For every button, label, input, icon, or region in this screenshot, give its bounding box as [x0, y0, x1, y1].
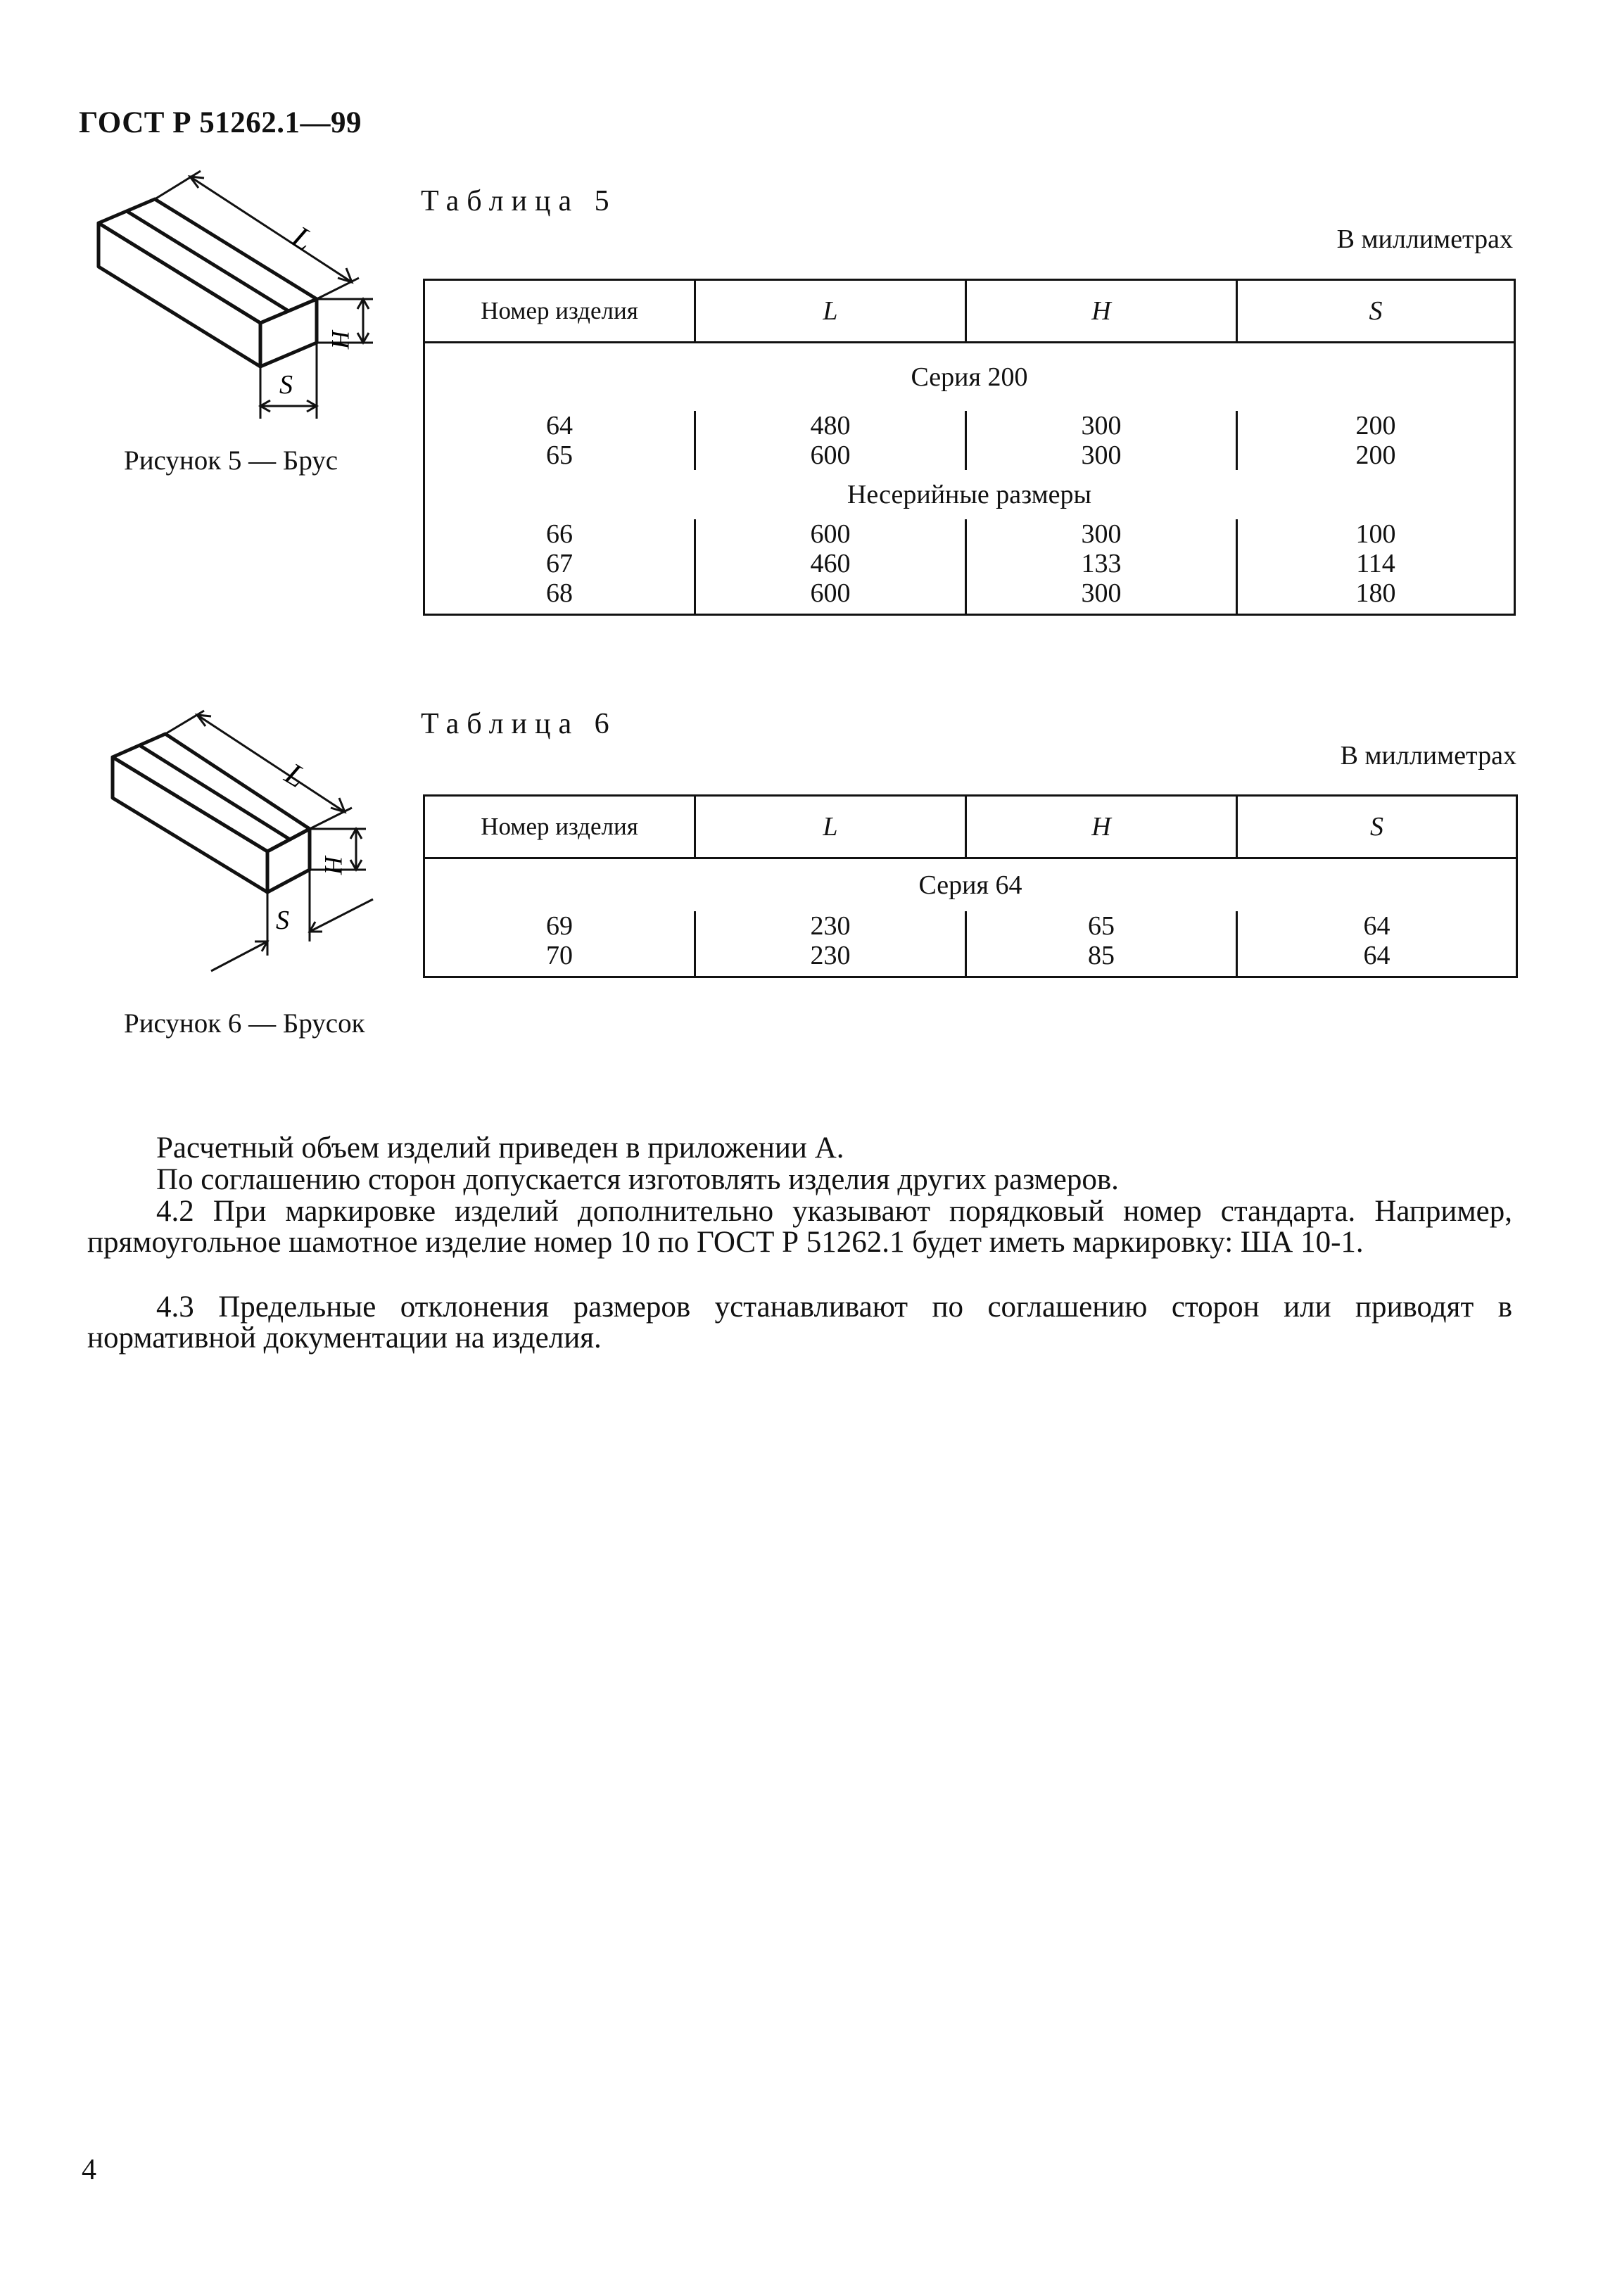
figure-6-label-l: L — [279, 756, 312, 795]
figure-5-caption: Рисунок 5 — Брус — [124, 445, 338, 476]
table-5-header-row — [424, 280, 1515, 343]
table-6-cell-h: 65 85 — [966, 911, 1237, 977]
figure-6-label-s: S — [276, 906, 289, 935]
figure-6-caption: Рисунок 6 — Брусок — [124, 1008, 365, 1039]
figure-5-label-l: L — [286, 219, 319, 258]
paragraph-agreement: По соглашению сторон допускается изготовлять изделия других размеров. — [156, 1163, 1119, 1196]
paragraph-volume: Расчетный объем изделий приведен в приложении А. — [156, 1131, 844, 1165]
table-5-cell-s: 200 200 — [1237, 411, 1515, 470]
table-5-units: В миллиметрах — [1336, 224, 1513, 254]
table-5-cell-number: 66 67 68 — [546, 519, 573, 608]
paragraph-4-2: 4.2 При маркировке изделий дополнительно указывают порядковый номер стандарта. Например, прямоугольное шамотное изделие номер 10 по ГОСТ Р 51262.1 будет иметь маркировку: ША 10-1. — [87, 1195, 1512, 1259]
table-5-cell-s: 100 114 180 — [1237, 519, 1515, 615]
table-6-cell-s: 64 64 — [1237, 911, 1517, 977]
figure-6-drawing — [99, 702, 394, 984]
table-5-row-group — [424, 411, 1515, 470]
table-6-row-group — [424, 911, 1517, 977]
table-6-series-64: Серия 64 — [918, 870, 1022, 900]
paragraph-4-3: 4.3 Предельные отклонения размеров устанавливают по соглашению сторон или приводят в нормативной документации на изделия. — [87, 1290, 1512, 1355]
table-5 — [423, 279, 1516, 616]
table-6-col-l: L — [695, 796, 966, 858]
table-6-col-number: Номер изделия — [424, 796, 695, 858]
figure-6-label-h: H — [319, 856, 348, 874]
table-6-col-h: H — [966, 796, 1237, 858]
table-6-header-row — [424, 796, 1517, 858]
table-6-title: Таблица 6 — [421, 708, 617, 740]
table-5-col-l: L — [695, 280, 966, 343]
table-6-units: В миллиметрах — [1340, 741, 1516, 770]
table-6 — [423, 794, 1518, 978]
table-5-col-number: Номер изделия — [424, 280, 695, 343]
figure-5-label-h: H — [327, 330, 355, 348]
table-6-cell-number: 69 70 — [546, 911, 573, 970]
table-5-series-200: Серия 200 — [911, 362, 1028, 392]
table-5-cell-l: 600 460 600 — [695, 519, 966, 615]
table-5-col-s: S — [1237, 280, 1515, 343]
table-5-cell-l: 480 600 — [695, 411, 966, 470]
table-5-cell-number: 64 65 — [546, 411, 573, 470]
table-6-col-s: S — [1237, 796, 1517, 858]
table-5-cell-h: 300 133 300 — [966, 519, 1237, 615]
table-6-cell-l: 230 230 — [695, 911, 966, 977]
table-5-title: Таблица 5 — [421, 185, 617, 217]
table-5-series-nonserial: Несерийные размеры — [847, 480, 1092, 509]
table-5-col-h: H — [966, 280, 1237, 343]
figure-5-label-s: S — [279, 370, 293, 400]
figure-5-drawing — [84, 179, 394, 433]
table-5-cell-h: 300 300 — [966, 411, 1237, 470]
document-header: ГОСТ Р 51262.1—99 — [79, 106, 362, 139]
table-5-row-group — [424, 519, 1515, 615]
page-number: 4 — [82, 2154, 96, 2186]
